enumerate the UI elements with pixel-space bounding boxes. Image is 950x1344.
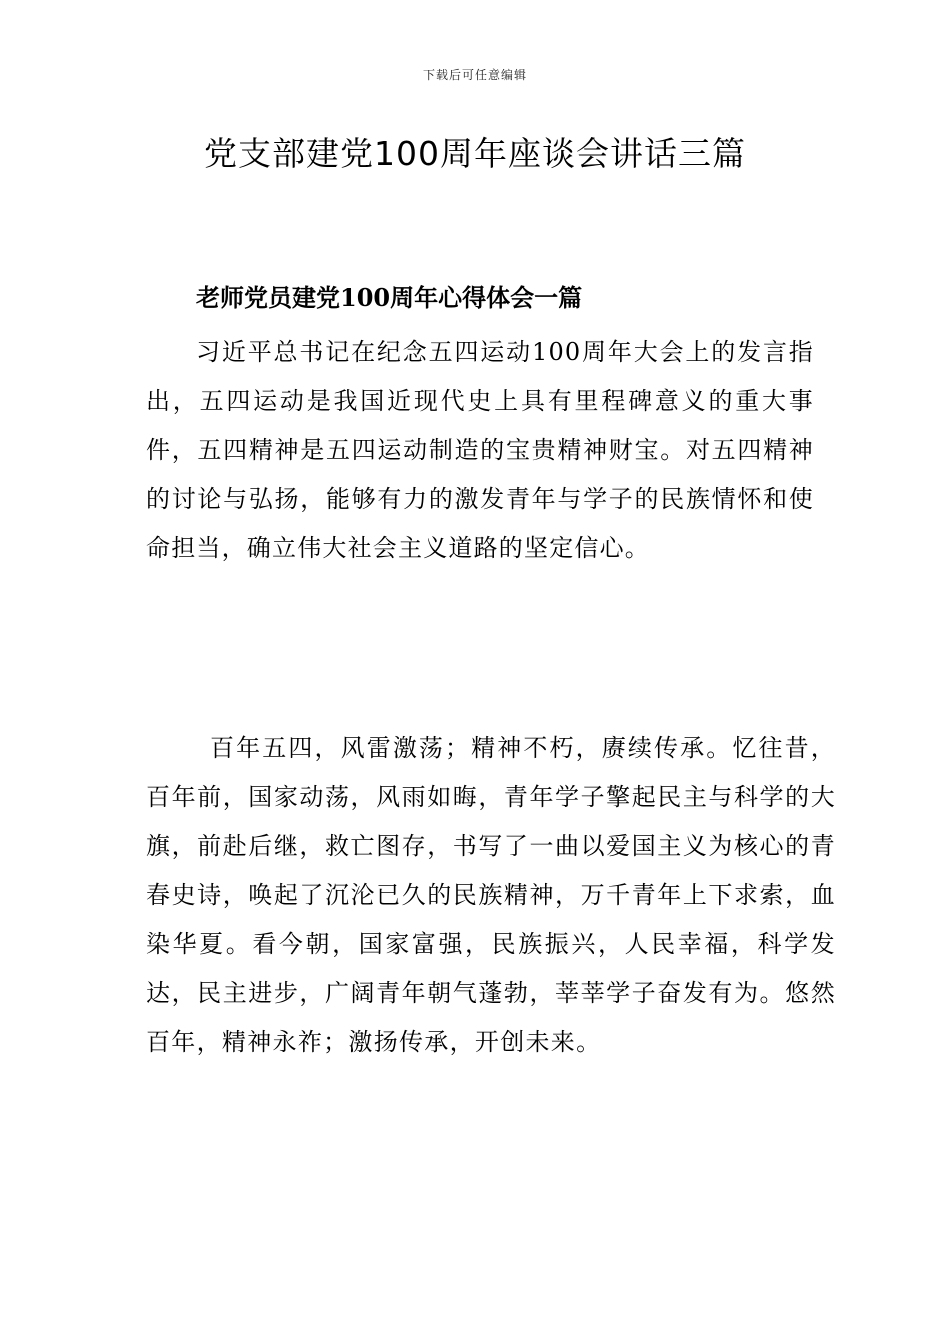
paragraph-2: 百年五四，风雷激荡；精神不朽，赓续传承。忆往昔，百年前，国家动荡，风雨如晦，青年学子擎起民主与科学的大旗，前赴后继，救亡图存，书写了一曲以爱国主义为核心的青春史诗，唤起了沉沦已久的民族精神，万千青年上下求索，血染华夏。看今朝，国家富强，民族振兴，人民幸福，科学发达，民主进步，广阔青年朝气蓬勃，莘莘学子奋发有为。悠然百年，精神永祚；激扬传承，开创未来。 bbox=[146, 734, 836, 1056]
header-note: 下载后可任意编辑 bbox=[422, 68, 527, 82]
section-heading: 老师党员建党100周年心得体会一篇 bbox=[196, 283, 583, 312]
document-title: 党支部建党100周年座谈会讲话三篇 bbox=[204, 134, 746, 173]
paragraph-1: 习近平总书记在纪念五四运动100周年大会上的发言指出，五四运动是我国近现代史上具有里程碑意义的重大事件，五四精神是五四运动制造的宝贵精神财宝。对五四精神的讨论与弘扬，能够有力的激发青年与学子的民族情怀和使命担当，确立伟大社会主义道路的坚定信心。 bbox=[146, 338, 814, 562]
